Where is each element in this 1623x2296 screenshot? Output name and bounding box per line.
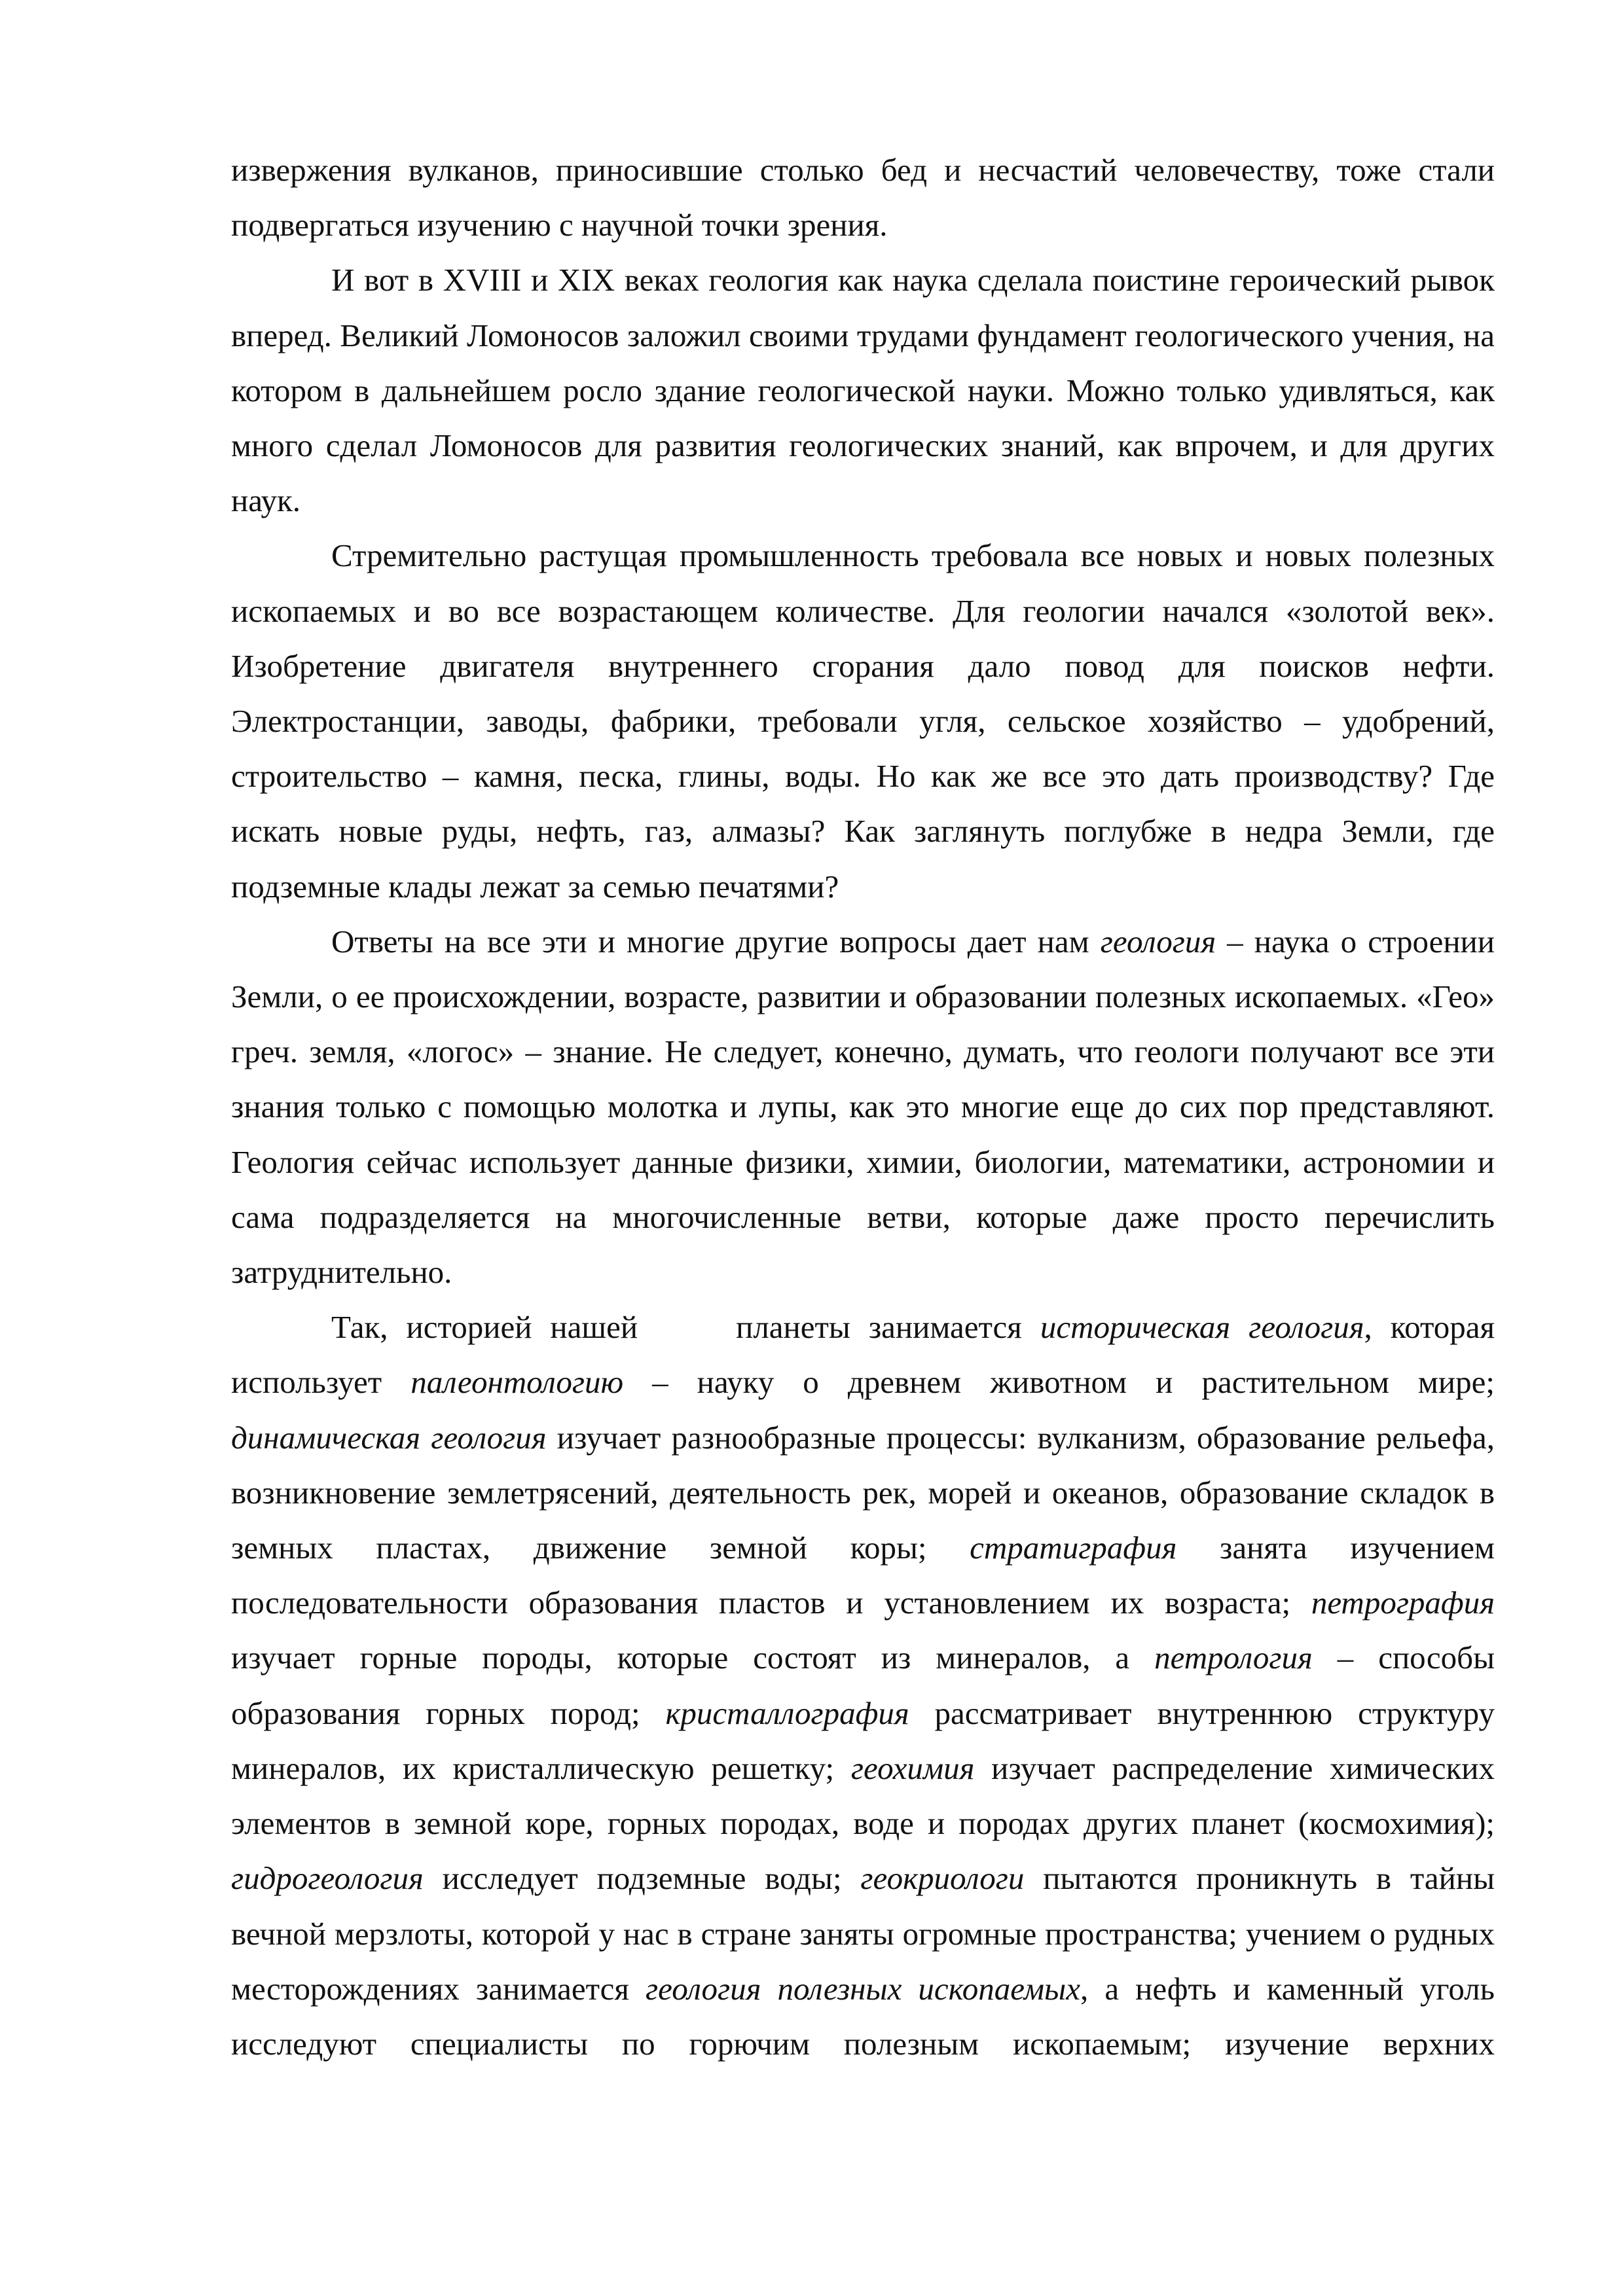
text-run: Стремительно растущая промышленность требовала все новых и новых полезных ископаемых и во все возрастающем количестве. Для геологии начался «золотой век». Изобретение двигателя внутреннего сгорания дало повод для поисков нефти. Электростанции, заводы, фабрики, требовали угля, сельское хозяйство – удобрений, строительство – камня, песка, глины, воды. Но как же все это дать производству? Где искать новые руды, нефть, газ, алмазы? Как заглянуть поглубже в недра Земли, где подземные клады лежат за семью печатями? — [231, 537, 1495, 905]
italic-term: динамическая геология — [231, 1419, 547, 1456]
italic-term: петрология — [1154, 1640, 1313, 1676]
paragraph — [231, 914, 1495, 1300]
italic-term: геохимия — [850, 1749, 975, 1786]
italic-term: кристаллография — [665, 1695, 909, 1731]
text-run: – науку о древнем животном и растительном мире; — [623, 1364, 1495, 1401]
text-run: занята изучением последовательности образования пластов и установлением их возраста; — [231, 1530, 1495, 1621]
italic-term: геология полезных ископаемых — [646, 1970, 1080, 2007]
text-run: рассматривает внутреннюю структуру минералов, их кристаллическую решетку; — [231, 1695, 1495, 1786]
text-run: Так, историей нашей — [331, 1309, 638, 1346]
text-run: изучает разнообразные процессы: вулканизм, образование рельефа, возникновение землетрясений, деятельность рек, морей и океанов, образование складок в земных пластах, движение земной коры; — [231, 1419, 1495, 1566]
italic-term: петрография — [1311, 1585, 1495, 1621]
text-run: планеты занимается — [736, 1309, 1040, 1346]
italic-term: палеонтологию — [410, 1364, 624, 1401]
text-run: – наука о строении Земли, о ее происхождении, возрасте, развитии и образовании полезных ископаемых. «Гео» греч. земля, «логос» – знание. Не следует, конечно, думать, что геологи получают все эти знания только с помощью молотка и лупы, как это многие еще до сих пор представляют. Геология сейчас использует данные физики, химии, биологии, математики, астрономии и сама подразделяется на многочисленные ветви, которые даже просто перечислить затруднительно. — [231, 923, 1495, 1291]
text-run: – способы образования горных пород; — [231, 1640, 1495, 1731]
paragraph — [231, 528, 1495, 914]
italic-term: историческая геология — [1040, 1309, 1364, 1346]
text-run: И вот в XVIII и XIX веках геология как наука сделала поистине героический рывок вперед. Великий Ломоносов заложил своими трудами фундамент геологического учения, на котором в дальнейшем росло здание геологической науки. Можно только удивляться, как много сделал Ломоносов для развития геологических знаний, как впрочем, и для других наук. — [231, 262, 1495, 519]
text-run: пытаются проникнуть в тайны вечной мерзлоты, которой у нас в стране заняты огромные пространства; учением о рудных месторождениях занимается — [231, 1860, 1495, 2007]
text-run: изучает горные породы, которые состоят из минералов, а — [231, 1640, 1155, 1676]
text-run: изучает распределение химических элементов в земной коре, горных породах, воде и породах других планет (космохимия); — [231, 1749, 1495, 1842]
italic-term: геокриологи — [860, 1860, 1025, 1897]
paragraph — [231, 143, 1495, 253]
italic-term: стратиграфия — [970, 1530, 1177, 1566]
paragraph — [231, 1300, 1495, 2072]
italic-term: гидрогеология — [231, 1860, 424, 1897]
text-run: , которая использует — [231, 1309, 1495, 1401]
text-run: , а нефть и каменный уголь исследуют специалисты по горючим полезным ископаемым; изучение верхних — [231, 1970, 1495, 2062]
text-run: извержения вулканов, приносившие столько бед и несчастий человечеству, тоже стали подвергаться изучению с научной точки зрения. — [231, 152, 1495, 243]
document-page — [231, 143, 1495, 2072]
italic-term: геология — [1100, 923, 1216, 960]
text-run: Ответы на все эти и многие другие вопросы дает нам — [331, 923, 1101, 960]
paragraph — [231, 253, 1495, 528]
text-run: исследует подземные воды; — [423, 1860, 861, 1897]
